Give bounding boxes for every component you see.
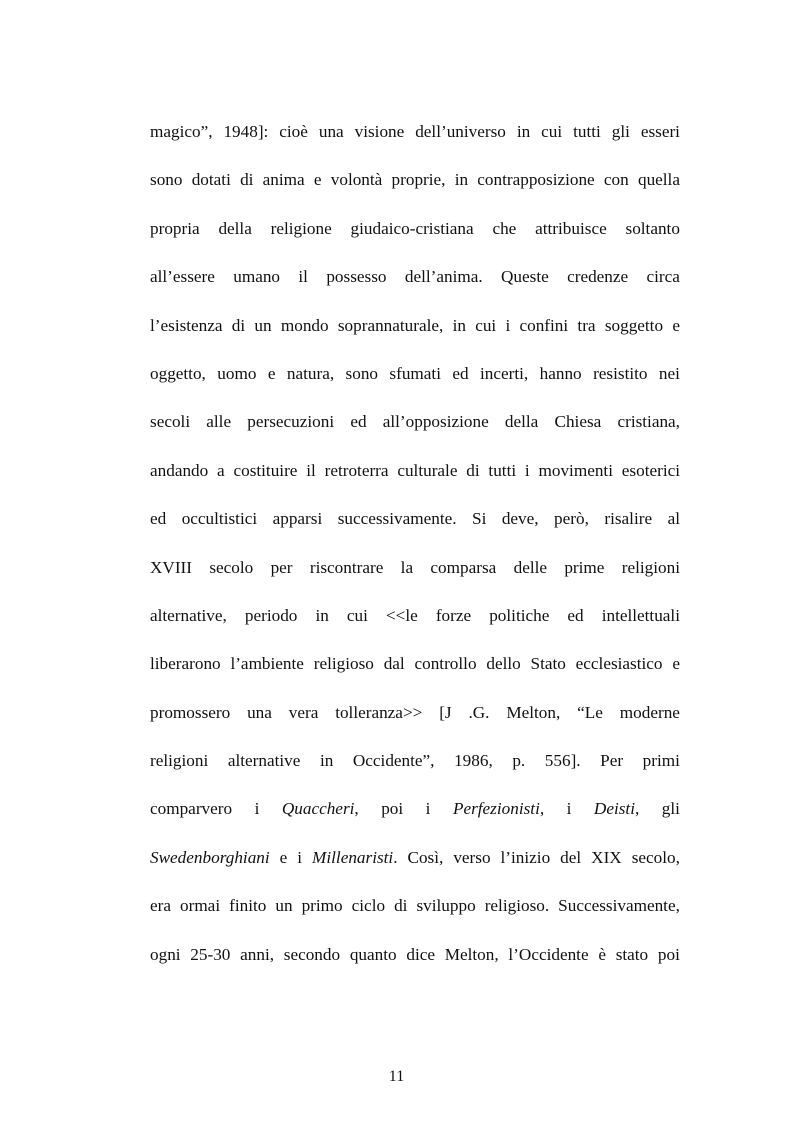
word: 556].: [544, 751, 581, 771]
word: all’opposizione: [382, 412, 489, 432]
word: dal: [383, 654, 405, 674]
word: la: [400, 557, 414, 577]
word: XIX: [591, 847, 622, 867]
word: in: [319, 751, 334, 771]
word: i: [566, 799, 572, 819]
word: visione: [354, 122, 405, 141]
word: e: [313, 170, 322, 190]
word: cristiana,: [617, 412, 680, 432]
word: religioso.: [484, 896, 550, 916]
word: al: [667, 509, 680, 529]
word: hanno: [539, 363, 582, 383]
word: Melton,: [506, 702, 561, 722]
punctuation: ,: [634, 799, 640, 819]
word: occultistici: [181, 509, 258, 529]
word: Queste: [501, 267, 549, 287]
word: alternative,: [150, 605, 227, 625]
word: 25-30: [190, 944, 231, 964]
word: soprannaturale,: [337, 315, 444, 335]
word: [453, 791, 544, 839]
word: a: [217, 460, 225, 480]
word: tutti: [573, 122, 601, 141]
word: tutti: [488, 460, 517, 480]
word: in: [315, 605, 329, 625]
word: stato: [615, 944, 649, 964]
word: all’essere: [150, 267, 215, 287]
word: una: [318, 122, 344, 141]
word: proprie,: [391, 170, 446, 190]
word: poi: [657, 944, 680, 964]
word: i: [425, 799, 431, 819]
word: per: [270, 557, 293, 577]
word: [594, 791, 639, 839]
word: persecuzioni: [247, 412, 335, 432]
word: promossero: [150, 702, 231, 722]
punctuation: ,: [539, 799, 545, 819]
word: esseri: [640, 122, 680, 141]
word: magico”,: [150, 122, 213, 141]
word: un: [275, 896, 293, 916]
word: giudaico-cristiana: [350, 218, 474, 238]
word: ed: [350, 412, 367, 432]
text-line: [150, 598, 680, 646]
text-line: [150, 888, 680, 936]
punctuation: ,: [354, 799, 359, 819]
word: e: [672, 315, 680, 335]
word: tra: [577, 315, 596, 335]
word: alternative: [227, 751, 301, 771]
word: e: [279, 847, 288, 867]
punctuation: .: [393, 847, 398, 867]
text-line: [150, 162, 680, 210]
word: di: [231, 315, 246, 335]
word: sono: [150, 170, 183, 190]
word: l’inizio: [500, 847, 551, 867]
word: movimenti: [538, 460, 613, 480]
word: mondo: [280, 315, 329, 335]
word: il: [298, 267, 308, 287]
text-line: [150, 404, 680, 452]
word: sviluppo: [416, 896, 476, 916]
word: .G.: [468, 702, 490, 722]
word: secoli: [150, 412, 191, 432]
word: e: [672, 654, 680, 674]
word: l’ambiente: [230, 654, 304, 674]
word: religioni: [621, 557, 680, 577]
word: ciclo: [351, 896, 386, 916]
word: i: [297, 847, 303, 867]
word: ed: [150, 509, 167, 529]
word: periodo: [244, 605, 298, 625]
word: di: [466, 460, 480, 480]
word: “Le: [577, 702, 603, 722]
word: moderne: [619, 702, 680, 722]
word: dello: [486, 654, 521, 674]
word: p.: [512, 751, 526, 771]
text-line: [150, 743, 680, 791]
word: culturale: [397, 460, 458, 480]
word: umano: [233, 267, 281, 287]
word: Così,: [407, 847, 444, 867]
word: cioè: [279, 122, 308, 141]
word: <<le: [385, 605, 418, 625]
word: riscontrare: [309, 557, 384, 577]
word: delle: [513, 557, 547, 577]
word: soggetto: [604, 315, 664, 335]
word: ecclesiastico: [575, 654, 663, 674]
word: di: [240, 170, 254, 190]
word: incerti,: [480, 363, 529, 383]
word: 1948]:: [223, 122, 269, 141]
word: ormai: [180, 896, 221, 916]
word: nei: [658, 363, 680, 383]
word: cui: [541, 122, 563, 141]
word: circa: [646, 267, 680, 287]
word: religione: [270, 218, 332, 238]
word: finito: [229, 896, 267, 916]
word: dell’anima.: [404, 267, 483, 287]
word: è: [598, 944, 606, 964]
page-number: 11: [388, 1068, 405, 1085]
word: ed: [452, 363, 469, 383]
text-line: [150, 211, 680, 259]
text-line: [150, 646, 680, 694]
text-line: [150, 114, 680, 162]
word: Occidente”,: [352, 751, 435, 771]
word: [312, 840, 397, 888]
text-line: [150, 259, 680, 307]
word: retroterra: [324, 460, 389, 480]
word: uomo: [217, 363, 257, 383]
word: i: [505, 315, 511, 335]
word: andando: [150, 460, 209, 480]
word: Per: [600, 751, 624, 771]
word: cui: [346, 605, 368, 625]
text-line: [150, 791, 680, 839]
word: che: [492, 218, 517, 238]
word: propria: [150, 218, 200, 238]
word: Chiesa: [554, 412, 602, 432]
word: confini: [519, 315, 569, 335]
word: religioni: [150, 751, 209, 771]
word: politiche: [489, 605, 550, 625]
word: contrapposizione: [477, 170, 595, 190]
word: l’Occidente: [508, 944, 589, 964]
word: deve,: [501, 509, 539, 529]
word: primi: [642, 751, 680, 771]
word: secolo,: [631, 847, 680, 867]
word: Successivamente,: [558, 896, 680, 916]
word: un: [254, 315, 272, 335]
word: alle: [206, 412, 232, 432]
word: [J: [439, 702, 452, 722]
word: il: [306, 460, 316, 480]
word: i: [254, 799, 260, 819]
word: primo: [301, 896, 343, 916]
word: gli: [661, 799, 680, 819]
word: tolleranza>>: [335, 702, 423, 722]
word: però,: [554, 509, 589, 529]
text-line: [150, 840, 680, 888]
word: l’esistenza: [150, 315, 223, 335]
text-line: [150, 550, 680, 598]
word: XVIII: [150, 557, 192, 577]
body-text: [150, 114, 680, 985]
word: era: [150, 896, 171, 916]
word: in: [452, 315, 466, 335]
word: esoterici: [621, 460, 680, 480]
word: quanto: [349, 944, 397, 964]
word: cui: [475, 315, 497, 335]
word: e: [267, 363, 276, 383]
word: con: [603, 170, 629, 190]
word: 1986,: [454, 751, 493, 771]
word: sfumati: [389, 363, 441, 383]
word: sono: [345, 363, 379, 383]
word: Melton,: [444, 944, 499, 964]
word: in: [454, 170, 469, 190]
word: comparvero: [150, 799, 233, 819]
word: del: [560, 847, 582, 867]
word: i: [524, 460, 530, 480]
word: successivamente.: [337, 509, 457, 529]
word: controllo: [414, 654, 477, 674]
word: della: [218, 218, 252, 238]
text-line: [150, 453, 680, 501]
word: comparsa: [430, 557, 497, 577]
word: della: [504, 412, 539, 432]
word: attribuisce: [535, 218, 607, 238]
italic-term: Perfezionisti: [452, 799, 540, 819]
word: natura,: [286, 363, 335, 383]
word: quella: [637, 170, 680, 190]
italic-term: Millenaristi: [312, 847, 394, 867]
word: Si: [472, 509, 487, 529]
word: dotati: [191, 170, 231, 190]
word: secondo: [283, 944, 341, 964]
word: apparsi: [272, 509, 323, 529]
word: forze: [435, 605, 472, 625]
word: soltanto: [625, 218, 680, 238]
word: ed: [567, 605, 584, 625]
word: resistito: [593, 363, 648, 383]
word: possesso: [326, 267, 387, 287]
italic-term: Swedenborghiani: [150, 847, 270, 867]
italic-term: Deisti: [593, 799, 635, 819]
word: secolo: [209, 557, 254, 577]
text-line: [150, 356, 680, 404]
word: risalire: [604, 509, 653, 529]
word: vera: [288, 702, 319, 722]
text-line: [150, 308, 680, 356]
word: [282, 791, 359, 839]
text-line: [150, 695, 680, 743]
word: intellettuali: [601, 605, 680, 625]
word: dell’universo: [415, 122, 506, 141]
word: liberarono: [150, 654, 221, 674]
word: [150, 840, 270, 888]
word: anni,: [240, 944, 275, 964]
word: verso: [453, 847, 491, 867]
word: religioso: [313, 654, 374, 674]
word: volontà: [330, 170, 383, 190]
word: poi: [381, 799, 404, 819]
word: dice: [406, 944, 435, 964]
text-line: [150, 937, 680, 985]
italic-term: Quaccheri: [281, 799, 355, 819]
word: credenze: [567, 267, 629, 287]
word: gli: [611, 122, 630, 141]
word: in: [516, 122, 531, 141]
word: una: [247, 702, 272, 722]
word: di: [394, 896, 408, 916]
word: ogni: [150, 944, 181, 964]
word: prime: [564, 557, 605, 577]
word: anima: [262, 170, 305, 190]
word: costituire: [233, 460, 298, 480]
word: oggetto,: [150, 363, 206, 383]
word: Stato: [530, 654, 566, 674]
text-line: [150, 501, 680, 549]
